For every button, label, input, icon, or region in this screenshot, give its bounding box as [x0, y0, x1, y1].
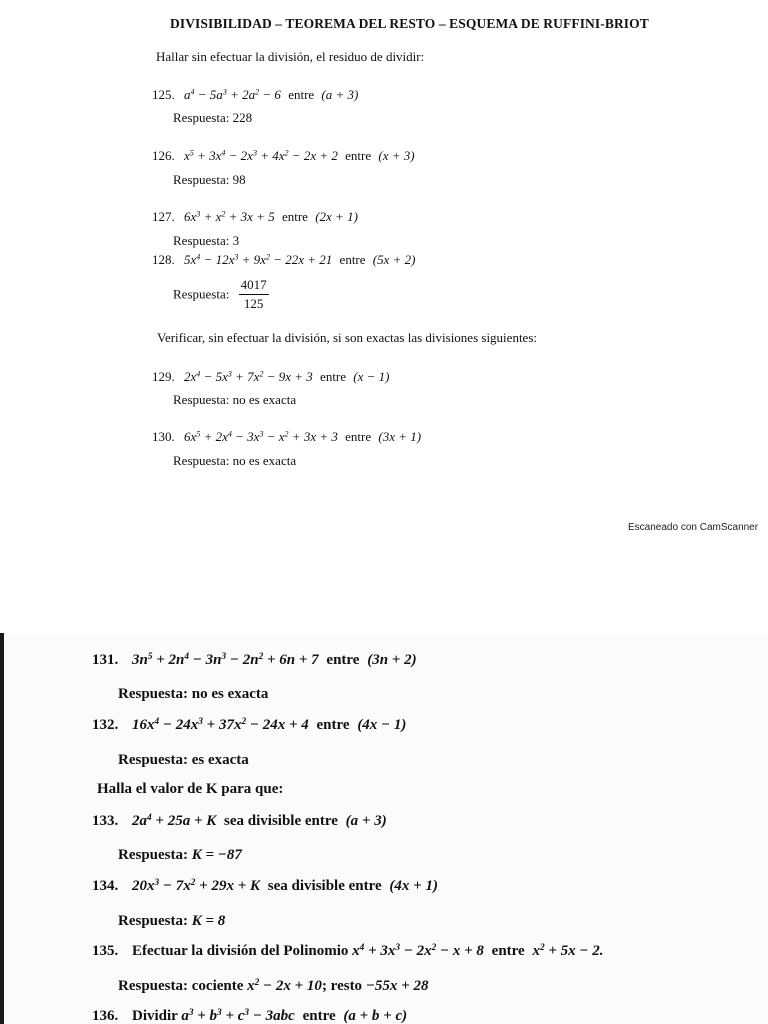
- problem-127: 127. $6x^3 + x^2 + 3x + 5$ entre (2x + 1): [152, 209, 358, 224]
- problem-126: 126. $x^5 + 3x^4 - 2x^3 + 4x^2 - 2x + 2$ entre (x + 3): [152, 148, 415, 163]
- divisor: (4x − 1): [357, 717, 407, 733]
- answer-125: Respuesta: 228: [173, 110, 253, 125]
- problem-128: 128. $5x^4 - 12x^3 + 9x^2 - 22x + 21$ entre (5x + 2): [152, 252, 416, 267]
- answer-130: Respuesta: no es exacta: [173, 453, 297, 468]
- divisor: (5x + 2): [372, 252, 416, 267]
- answer-131: Respuesta: no es exacta: [118, 686, 269, 702]
- divisor: (3x + 1): [378, 429, 422, 444]
- instruction-remainder: Hallar sin efectuar la división, el residuo de dividir:: [156, 49, 425, 64]
- polynomial: $20x^3 - 7x^2 + 29x + K$: [132, 877, 261, 894]
- polynomial: $2a^4 + 25a + K$: [132, 812, 217, 829]
- answer-135: Respuesta: cociente $x^2 - 2x + 10$; resto −55x + 28: [118, 977, 429, 994]
- page-title: DIVISIBILIDAD – TEOREMA DEL RESTO – ESQUEMA DE RUFFINI-BRIOT: [170, 16, 649, 31]
- scanner-watermark: Escaneado con CamScanner: [628, 522, 759, 533]
- polynomial: $a^4 - 5a^3 + 2a^2 - 6$: [184, 87, 281, 102]
- problem-132: 132. $16x^4 - 24x^3 + 37x^2 - 24x + 4$ entre (4x − 1): [92, 716, 407, 733]
- divisor: (2x + 1): [315, 209, 358, 224]
- polynomial: $16x^4 - 24x^3 + 37x^2 - 24x + 4$: [132, 716, 309, 733]
- problem-125: 125. $a^4 - 5a^3 + 2a^2 - 6$ entre (a + 3): [152, 87, 359, 102]
- polynomial: $5x^4 - 12x^3 + 9x^2 - 22x + 21$: [184, 252, 333, 267]
- answer-126: Respuesta: 98: [173, 172, 246, 187]
- divisor: (3n + 2): [367, 652, 417, 668]
- divisor: (4x + 1): [389, 878, 438, 894]
- answer-134: Respuesta: K = 8: [118, 913, 226, 929]
- polynomial: $x^4 + 3x^3 - 2x^2 - x + 8$: [352, 942, 484, 959]
- polynomial: $2x^4 - 5x^3 + 7x^2 - 9x + 3$: [184, 369, 313, 384]
- instruction-verify: Verificar, sin efectuar la división, si son exactas las divisiones siguientes:: [157, 330, 537, 345]
- document-page-bottom: [0, 633, 768, 1024]
- problem-133: 133. $2a^4 + 25a + K$ sea divisible entre (a + 3): [92, 812, 387, 829]
- divisor: (a + 3): [321, 87, 359, 102]
- problem-136: 136. Dividir $a^3 + b^3 + c^3 - 3abc$ entre (a + b + c): [92, 1007, 408, 1024]
- polynomial: $6x^5 + 2x^4 - 3x^3 - x^2 + 3x + 3$: [184, 429, 338, 444]
- answer-133: Respuesta: K = −87: [118, 847, 242, 863]
- answer-fraction: $\frac{4017}{125}$: [240, 277, 267, 311]
- answer-127: Respuesta: 3: [173, 233, 240, 248]
- divisor: (a + 3): [345, 813, 387, 829]
- instruction-find-k: Halla el valor de K para que:: [97, 781, 284, 797]
- answer-129: Respuesta: no es exacta: [173, 392, 297, 407]
- problem-135: 135. Efectuar la división del Polinomio $x^4 + 3x^3 - 2x^2 - x + 8$ entre $x^2 + 5x - 2$.: [92, 942, 604, 959]
- answer-128: Respuesta: $\frac{4017}{125}$: [173, 277, 267, 311]
- problem-129: 129. $2x^4 - 5x^3 + 7x^2 - 9x + 3$ entre (x − 1): [152, 369, 390, 384]
- problem-131: 131. $3n^5 + 2n^4 - 3n^3 - 2n^2 + 6n + 7$ entre (3n + 2): [92, 651, 417, 668]
- polynomial: $3n^5 + 2n^4 - 3n^3 - 2n^2 + 6n + 7$: [132, 651, 319, 668]
- polynomial: $x^5 + 3x^4 - 2x^3 + 4x^2 - 2x + 2$: [184, 148, 338, 163]
- polynomial: $6x^3 + x^2 + 3x + 5$: [184, 209, 275, 224]
- divisor: (x − 1): [353, 369, 390, 384]
- problem-130: 130. $6x^5 + 2x^4 - 3x^3 - x^2 + 3x + 3$ entre (3x + 1): [152, 429, 422, 444]
- problem-134: 134. $20x^3 - 7x^2 + 29x + K$ sea divisible entre (4x + 1): [92, 877, 438, 894]
- polynomial: $a^3 + b^3 + c^3 - 3abc$: [181, 1007, 295, 1024]
- divisor: (a + b + c): [343, 1008, 408, 1024]
- divisor: (x + 3): [378, 148, 415, 163]
- answer-132: Respuesta: es exacta: [118, 752, 249, 768]
- divisor: $x^2 + 5x - 2$.: [532, 942, 604, 959]
- page-edge: [0, 633, 4, 1024]
